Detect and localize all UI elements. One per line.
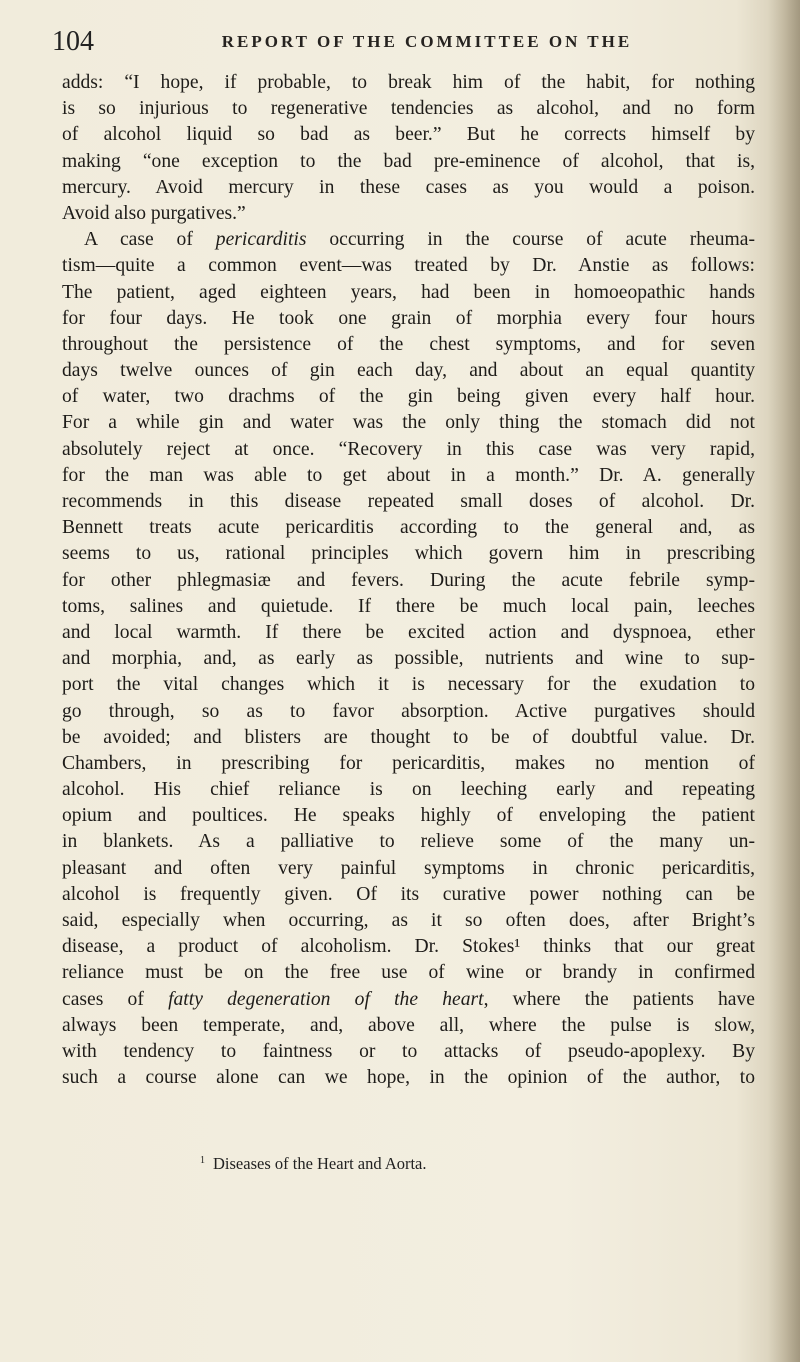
text-line: go through, so as to favor absorption. Active purgatives should <box>62 700 755 722</box>
text-line: for the man was able to get about in a month.” Dr. A. generally <box>62 464 755 486</box>
text-line: said, especially when occurring, as it so often does, after Bright’s <box>62 910 755 931</box>
text-line: for other phlegmasiæ and fevers. During the acute febrile symp- <box>62 569 755 591</box>
text-line: toms, salines and quietude. If there be much local pain, leeches <box>62 595 755 617</box>
text-line: in blankets. As a palliative to relieve some of the many un- <box>62 831 755 853</box>
text-line: alcohol. His chief reliance is on leeching early and repeating <box>62 779 755 801</box>
text-line: adds: “I hope, if probable, to break him of the habit, for nothing <box>62 72 755 93</box>
text-line: such a course alone can we hope, in the opinion of the author, to <box>62 1067 755 1089</box>
text-line: is so injurious to regenerative tendencies as alcohol, and no form <box>62 98 755 120</box>
text-line: of alcohol liquid so bad as beer.” But he corrects himself by <box>62 124 755 146</box>
text-line: making “one exception to the bad pre-eminence of alcohol, that is, <box>62 150 755 172</box>
text-line: of water, two drachms of the gin being given every half hour. <box>62 386 755 408</box>
text-line: disease, a product of alcoholism. Dr. Stokes¹ thinks that our great <box>62 936 755 958</box>
text-line: seems to us, rational principles which govern him in prescribing <box>62 543 755 565</box>
page-header <box>52 22 752 62</box>
text-line: A case of pericarditis occurring in the course of acute rheuma- <box>84 229 755 251</box>
text-line: Avoid also purgatives.” <box>62 202 246 224</box>
text-line: recommends in this disease repeated small doses of alcohol. Dr. <box>62 491 755 512</box>
footnote <box>200 1150 720 1175</box>
text-line: The patient, aged eighteen years, had been in homoeopathic hands <box>62 281 755 303</box>
text-line: Bennett treats acute pericarditis according to the general and, as <box>62 517 755 539</box>
text-line: for four days. He took one grain of morphia every four hours <box>62 307 755 329</box>
text-line: port the vital changes which it is necessary for the exudation to <box>62 674 755 696</box>
text-line: be avoided; and blisters are thought to be of doubtful value. Dr. <box>62 726 755 748</box>
body-text <box>62 70 755 1091</box>
text-line: reliance must be on the free use of wine or brandy in confirmed <box>62 962 755 984</box>
page-number: 104 <box>52 26 94 57</box>
text-line: tism—quite a common event—was treated by Dr. Anstie as follows: <box>62 255 755 277</box>
text-line: absolutely reject at once. “Recovery in this case was very rapid, <box>62 438 755 460</box>
text-line: cases of fatty degeneration of the heart, where the patients have <box>62 988 755 1010</box>
text-line: throughout the persistence of the chest symptoms, and for seven <box>62 333 755 355</box>
text-line: and morphia, and, as early as possible, nutrients and wine to sup- <box>62 648 755 670</box>
text-line: Chambers, in prescribing for pericarditis, makes no mention of <box>62 752 755 774</box>
text-line: and local warmth. If there be excited action and dyspnoea, ether <box>62 621 755 643</box>
text-line: alcohol is frequently given. Of its curative power nothing can be <box>62 883 755 905</box>
running-head: REPORT OF THE COMMITTEE ON THE <box>221 32 633 51</box>
footnote-text: Diseases of the Heart and Aorta. <box>213 1154 427 1173</box>
footnote-marker: 1 <box>200 1155 205 1166</box>
page-edge-shadow <box>768 0 800 1362</box>
text-line: mercury. Avoid mercury in these cases as you would a poison. <box>62 176 755 198</box>
text-line: days twelve ounces of gin each day, and about an equal quantity <box>62 360 755 382</box>
text-line: with tendency to faintness or to attacks of pseudo-apoplexy. By <box>62 1040 755 1062</box>
text-line: For a while gin and water was the only thing the stomach did not <box>62 412 755 434</box>
text-line: pleasant and often very painful symptoms in chronic pericarditis, <box>62 857 755 879</box>
text-line: opium and poultices. He speaks highly of enveloping the patient <box>62 805 755 827</box>
text-line: always been temperate, and, above all, where the pulse is slow, <box>62 1014 755 1036</box>
